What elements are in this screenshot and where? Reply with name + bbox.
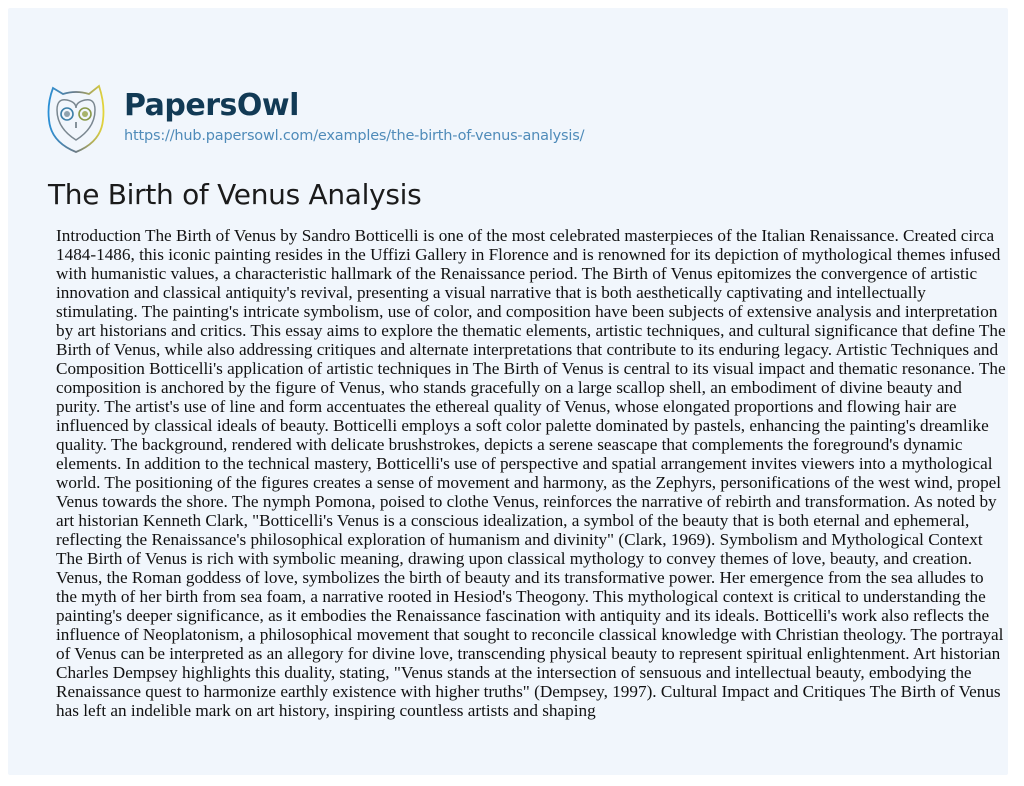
document-card xyxy=(8,8,1008,775)
owl-logo-icon xyxy=(36,66,116,166)
site-header xyxy=(36,66,584,166)
source-url-link[interactable]: https://hub.papersowl.com/examples/the-birth-of-venus-analysis/ xyxy=(124,128,585,144)
brand-name: PapersOwl xyxy=(124,88,299,123)
brand-block xyxy=(124,88,584,144)
page-title: The Birth of Venus Analysis xyxy=(48,178,422,211)
essay-body-text: Introduction The Birth of Venus by Sandro Botticelli is one of the most celebrated masterpieces of the Italian Renaissance. Created circa 1484-1486, this iconic painting resides in the Uffizi Gallery in Florence and is renowned for its depiction of mythological themes infused with humanistic values, a characteristic hallmark of the Renaissance period. The Birth of Venus epitomizes the convergence of artistic innovation and classical antiquity's revival, presenting a visual narrative that is both aesthetically captivating and intellectually stimulating. The painting's intricate symbolism, use of color, and composition have been subjects of extensive analysis and interpretation by art historians and critics. This essay aims to explore the thematic elements, artistic techniques, and cultural significance that define The Birth of Venus, while also addressing critiques and alternate interpretations that contribute to its enduring legacy. Artistic Techniques and Composition Botticelli's application of artistic techniques in The Birth of Venus is central to its visual impact and thematic resonance. The composition is anchored by the figure of Venus, who stands gracefully on a large scallop shell, an embodiment of divine beauty and purity. The artist's use of line and form accentuates the ethereal quality of Venus, whose elongated proportions and flowing hair are influenced by classical ideals of beauty. Botticelli employs a soft color palette dominated by pastels, enhancing the painting's dreamlike quality. The background, rendered with delicate brushstrokes, depicts a serene seascape that complements the foreground's dynamic elements. In addition to the technical mastery, Botticelli's use of perspective and spatial arrangement invites viewers into a mythological world. The positioning of the figures creates a sense of movement and harmony, as the Zephyrs, personifications of the west wind, propel Venus towards the shore. The nymph Pomona, poised to clothe Venus, reinforces the narrative of rebirth and transformation. As noted by art historian Kenneth Clark, "Botticelli's Venus is a conscious idealization, a symbol of the beauty that is both eternal and ephemeral, reflecting the Renaissance's philosophical exploration of humanism and divinity" (Clark, 1969). Symbolism and Mythological Context The Birth of Venus is rich with symbolic meaning, drawing upon classical mythology to convey themes of love, beauty, and creation. Venus, the Roman goddess of love, symbolizes the birth of beauty and its transformative power. Her emergence from the sea alludes to the myth of her birth from sea foam, a narrative rooted in Hesiod's Theogony. This mythological context is critical to understanding the painting's deeper significance, as it embodies the Renaissance fascination with antiquity and its ideals. Botticelli's work also reflects the influence of Neoplatonism, a philosophical movement that sought to reconcile classical knowledge with Christian theology. The portrayal of Venus can be interpreted as an allegory for divine love, transcending physical beauty to represent spiritual enlightenment. Art historian Charles Dempsey highlights this duality, stating, "Venus stands at the intersection of sensuous and intellectual beauty, embodying the Renaissance quest to harmonize earthly existence with higher truths" (Dempsey, 1997). Cultural Impact and Critiques The Birth of Venus has left an indelible mark on art history, inspiring countless artists and shaping xyxy=(56,226,1006,720)
